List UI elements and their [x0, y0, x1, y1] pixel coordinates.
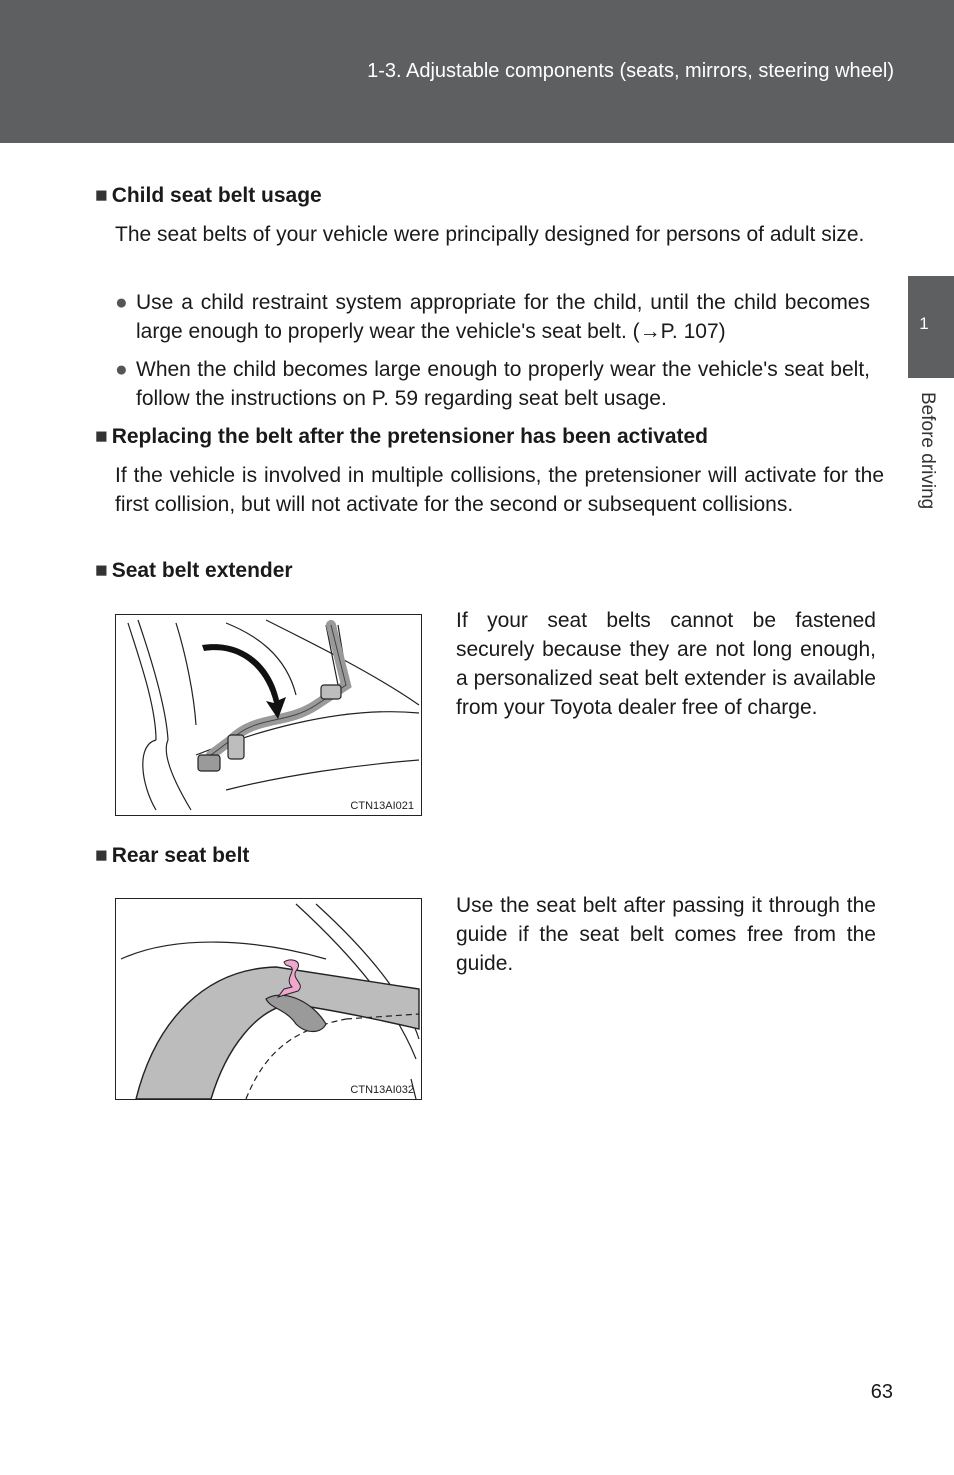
figure-code: CTN13AI021: [350, 800, 414, 812]
seat-illustration: [116, 615, 422, 816]
extender-text: If your seat belts cannot be fastened securely because they are not long enough, a personalized seat belt extender is available from your Toyota dealer free of charge.: [456, 609, 876, 719]
bullet-item: [115, 288, 870, 346]
section-heading-pretensioner: [95, 425, 708, 449]
child-seat-belt-text: The seat belts of your vehicle were principally designed for persons of adult size.: [115, 223, 865, 246]
heading-text: Replacing the belt after the pretensioner has been activated: [111, 425, 709, 448]
bullet-item: [115, 355, 870, 413]
square-bullet-icon: ■: [95, 844, 108, 867]
section-heading-extender: [95, 559, 293, 583]
chapter-number: 1: [919, 314, 929, 333]
chapter-label: Before driving: [917, 392, 938, 510]
heading-text: Rear seat belt: [111, 844, 250, 867]
seat-belt-extender-illustration: [115, 614, 422, 816]
rear-seat-belt-text: Use the seat belt after passing it through the guide if the seat belt comes free from the guide.: [456, 894, 876, 975]
bullet-text: Use a child restraint system appropriate for the child, until the child becomes large enough to properly wear the vehicle's seat belt. (→P. 107): [136, 291, 870, 343]
page-header: [0, 0, 954, 143]
square-bullet-icon: ■: [95, 559, 108, 582]
heading-text: Seat belt extender: [111, 559, 293, 582]
heading-text: Child seat belt usage: [111, 184, 322, 207]
chapter-title: 1-3. Adjustable components (seats, mirrors, steering wheel): [367, 60, 894, 82]
chapter-tab: [908, 276, 954, 378]
circle-bullet-icon: ●: [115, 358, 128, 381]
page-number: 63: [870, 1381, 893, 1403]
circle-bullet-icon: ●: [115, 291, 128, 314]
section-heading-child-seat-belt: [95, 184, 322, 208]
rear-belt-guide-illustration: [116, 899, 422, 1100]
pretensioner-text: If the vehicle is involved in multiple collisions, the pretensioner will activate for the first collision, but will not activate for the second or subsequent collisions.: [115, 464, 884, 516]
rear-seat-belt-illustration: [115, 898, 422, 1100]
square-bullet-icon: ■: [95, 184, 108, 207]
square-bullet-icon: ■: [95, 425, 108, 448]
figure-code: CTN13AI032: [350, 1084, 414, 1096]
section-heading-rear-seat-belt: [95, 844, 249, 868]
bullet-text: When the child becomes large enough to properly wear the vehicle's seat belt, follow the instructions on P. 59 regarding seat belt usage.: [136, 358, 870, 410]
